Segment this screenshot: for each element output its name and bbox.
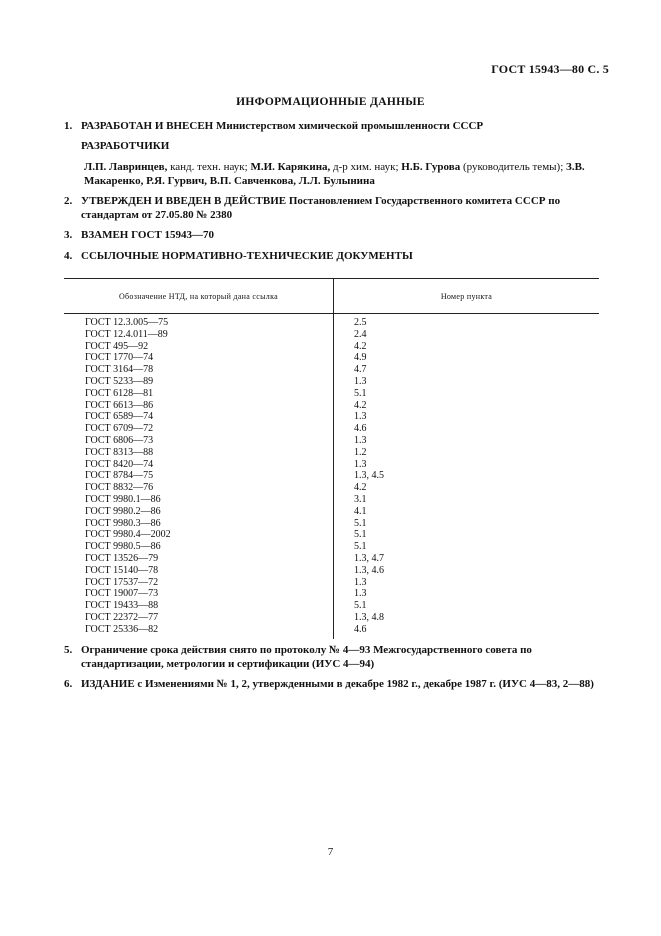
item-2 — [64, 194, 602, 222]
document-cell: ГОСТ 9980.3—86 — [64, 518, 334, 530]
document-cell: ГОСТ 9980.2—86 — [64, 506, 334, 518]
item-5-number: 5. — [64, 644, 73, 656]
item-1 — [64, 119, 602, 133]
clause-cell: 1.2 — [354, 446, 367, 458]
clause-cell: 4.1 — [354, 505, 367, 517]
clause-cell: 1.3, 4.6 — [354, 564, 384, 576]
document-cell: ГОСТ 12.3.005—75 — [64, 314, 334, 329]
document-cell: ГОСТ 22372—77 — [64, 612, 334, 624]
document-cell: ГОСТ 25336—82 — [64, 624, 334, 639]
document-cell: ГОСТ 19433—88 — [64, 600, 334, 612]
table-row — [64, 529, 599, 541]
developer-2-title: д-р хим. наук; — [330, 161, 402, 173]
document-cell: ГОСТ 12.4.011—89 — [64, 329, 334, 341]
document-cell: ГОСТ 6613—86 — [64, 400, 334, 412]
item-1-text: Министерством химической промышленности СССР — [215, 120, 484, 132]
reference-table — [64, 278, 599, 639]
clause-cell: 2.5 — [354, 317, 367, 328]
table-row — [64, 364, 599, 376]
document-cell: ГОСТ 15140—78 — [64, 565, 334, 577]
column-header-document: Обозначение НТД, на который дана ссылка — [64, 279, 334, 314]
page-number: 7 — [327, 846, 334, 858]
item-6-number: 6. — [64, 678, 73, 690]
clause-cell: 5.1 — [354, 529, 367, 541]
document-cell: ГОСТ 9980.1—86 — [64, 494, 334, 506]
developers-list — [84, 160, 604, 188]
document-cell: ГОСТ 8420—74 — [64, 459, 334, 471]
table-row — [64, 435, 599, 447]
table-row — [64, 400, 599, 412]
table-row — [64, 506, 599, 518]
clause-cell: 4.2 — [354, 482, 367, 494]
table-row — [64, 541, 599, 553]
developer-1: Л.П. Лавринцев, — [84, 161, 168, 173]
clause-cell: 1.3, 4.8 — [354, 611, 384, 623]
item-3 — [64, 228, 602, 242]
document-cell: ГОСТ 19007—73 — [64, 588, 334, 600]
reference-table-body — [64, 314, 599, 639]
item-5 — [64, 643, 602, 671]
clause-cell: 1.3 — [354, 411, 367, 423]
clause-cell: 5.1 — [354, 600, 367, 612]
document-cell: ГОСТ 8832—76 — [64, 482, 334, 494]
table-row — [64, 341, 599, 353]
document-cell: ГОСТ 8784—75 — [64, 470, 334, 482]
clause-cell: 4.2 — [354, 340, 367, 352]
table-row — [64, 624, 599, 639]
clause-cell: 4.2 — [354, 399, 367, 411]
document-cell: ГОСТ 9980.5—86 — [64, 541, 334, 553]
clause-cell: 1.3 — [354, 458, 367, 470]
item-4 — [64, 249, 602, 263]
clause-cell: 1.3 — [354, 588, 367, 600]
table-row — [64, 329, 599, 341]
table-row — [64, 388, 599, 400]
table-row — [64, 565, 599, 577]
developer-1-title: канд. техн. наук; — [167, 161, 251, 173]
item-6-text: ИЗДАНИЕ с Изменениями № 1, 2, утвержденными в декабре 1982 г., декабре 1987 г. (ИУС 4—83, 2—88) — [81, 678, 594, 690]
clause-cell: 3.1 — [354, 493, 367, 505]
table-row — [64, 411, 599, 423]
document-cell: ГОСТ 5233—89 — [64, 376, 334, 388]
document-cell: ГОСТ 6709—72 — [64, 423, 334, 435]
developer-2: М.И. Карякина, — [250, 161, 331, 173]
table-row — [64, 612, 599, 624]
table-row — [64, 314, 599, 329]
item-4-text: ССЫЛОЧНЫЕ НОРМАТИВНО-ТЕХНИЧЕСКИЕ ДОКУМЕНТЫ — [81, 250, 413, 262]
item-4-number: 4. — [64, 250, 73, 262]
document-cell: ГОСТ 6128—81 — [64, 388, 334, 400]
document-cell: ГОСТ 8313—88 — [64, 447, 334, 459]
item-3-number: 3. — [64, 229, 73, 241]
clause-cell: 1.3, 4.7 — [354, 552, 384, 564]
document-cell: ГОСТ 3164—78 — [64, 364, 334, 376]
developer-3-title: (руководитель темы); — [460, 161, 567, 173]
document-cell: ГОСТ 495—92 — [64, 341, 334, 353]
clause-cell: 5.1 — [354, 387, 367, 399]
table-row — [64, 600, 599, 612]
developers-others: З.В. Макаренко, Р.Я. Гурвич, В.П. Савченкова, Л.Л. Булынина — [84, 161, 585, 187]
document-cell: ГОСТ 9980.4—2002 — [64, 529, 334, 541]
clause-cell: 4.7 — [354, 364, 367, 376]
clause-cell: 5.1 — [354, 541, 367, 553]
section-title: ИНФОРМАЦИОННЫЕ ДАННЫЕ — [236, 96, 425, 108]
column-header-clause: Номер пункта — [334, 279, 600, 314]
developers-heading: РАЗРАБОТЧИКИ — [81, 140, 170, 152]
item-1-bold: РАЗРАБОТАН И ВНЕСЕН — [81, 120, 214, 132]
clause-cell: 1.3 — [354, 576, 367, 588]
item-2-text: Постановлением Государственного комитета СССР по стандартам от 27.05.80 № 2380 — [81, 195, 561, 221]
clause-cell: 1.3 — [354, 375, 367, 387]
clause-cell: 1.3 — [354, 434, 367, 446]
table-row — [64, 553, 599, 565]
clause-cell: 2.4 — [354, 328, 367, 340]
item-1-number: 1. — [64, 120, 73, 132]
document-cell: ГОСТ 6589—74 — [64, 411, 334, 423]
document-cell: ГОСТ 1770—74 — [64, 352, 334, 364]
document-header: ГОСТ 15943—80 С. 5 — [491, 62, 609, 76]
clause-cell: 4.9 — [354, 352, 367, 364]
item-5-text: Ограничение срока действия снято по протоколу № 4—93 Межгосударственного совета по стандартизации, метрологии и сертификации (ИУС 4—94) — [81, 644, 532, 670]
table-row — [64, 577, 599, 589]
document-cell: ГОСТ 13526—79 — [64, 553, 334, 565]
item-3-text: ВЗАМЕН ГОСТ 15943—70 — [81, 229, 215, 241]
table-row — [64, 470, 599, 482]
document-cell: ГОСТ 17537—72 — [64, 577, 334, 589]
table-row — [64, 352, 599, 364]
table-row — [64, 376, 599, 388]
table-row — [64, 459, 599, 471]
table-row — [64, 423, 599, 435]
table-row — [64, 588, 599, 600]
clause-cell: 4.6 — [354, 623, 367, 635]
clause-cell: 4.6 — [354, 423, 367, 435]
developer-3: Н.Б. Гурова — [401, 161, 461, 173]
clause-cell: 1.3, 4.5 — [354, 470, 384, 482]
document-cell: ГОСТ 6806—73 — [64, 435, 334, 447]
item-6 — [64, 677, 602, 691]
item-2-number: 2. — [64, 195, 73, 207]
item-2-bold: УТВЕРЖДЕН И ВВЕДЕН В ДЕЙСТВИЕ — [81, 195, 287, 207]
table-row — [64, 494, 599, 506]
table-row — [64, 518, 599, 530]
table-row — [64, 447, 599, 459]
clause-cell: 5.1 — [354, 517, 367, 529]
table-row — [64, 482, 599, 494]
